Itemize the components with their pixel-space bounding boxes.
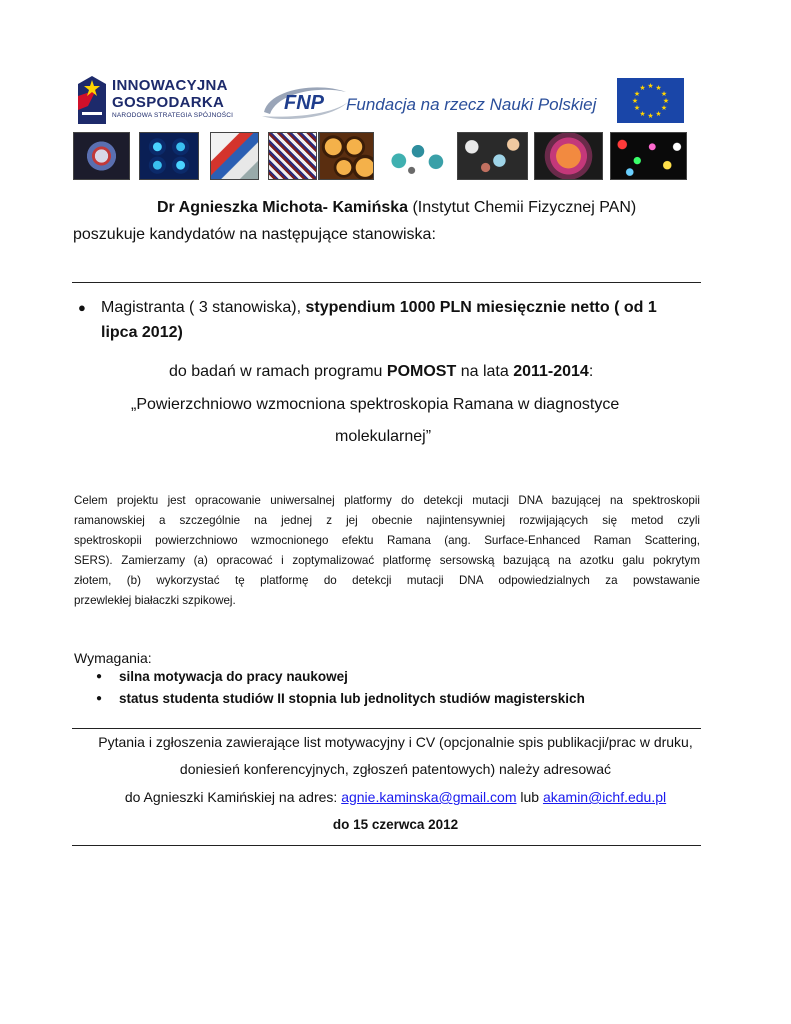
description-line: SERS). Zamierzamy (a) opracować i zoptymalizować platformę sersowską bazującą na azotku galu pokrytym xyxy=(74,554,700,567)
thumb-image-8 xyxy=(457,132,528,180)
requirement-item-1: silna motywacja do pracy naukowej xyxy=(119,669,348,684)
description-line: ramanowskiej a szczególnie na jednej z jej obecnie najintensywniej rozwijających się metod czyli xyxy=(74,514,700,527)
description-line: złotem, (b) wykorzystać tę platformę do detekcji mutacji DNA odpowiedzialnych za powstawanie xyxy=(74,574,700,587)
program-line xyxy=(169,363,593,381)
ig-flag-icon xyxy=(78,76,106,124)
thumb-image-1 xyxy=(73,132,130,180)
project-title-line1: „Powierzchniowo wzmocniona spektroskopia Ramana w diagnostyce xyxy=(131,396,620,413)
position-part1: Magistranta ( 3 stanowiska), xyxy=(101,299,306,316)
svg-text:★: ★ xyxy=(631,97,639,105)
thumb-image-3 xyxy=(210,132,259,180)
program-post: : xyxy=(588,363,594,380)
program-pre: do badań w ramach programu xyxy=(169,363,387,380)
ig-line3: NARODOWA STRATEGIA SPÓJNOŚCI xyxy=(112,112,234,119)
deadline: do 15 czerwca 2012 xyxy=(332,817,459,832)
svg-text:★: ★ xyxy=(647,82,654,90)
project-title-line2: molekularnej” xyxy=(335,428,432,445)
header-line1 xyxy=(157,199,636,217)
image-strip xyxy=(73,132,688,182)
researcher-name: Dr Agnieszka Michota- Kamińska xyxy=(157,199,409,216)
fnp-logo xyxy=(260,82,350,124)
eu-stars-icon xyxy=(617,78,684,123)
thumb-image-10 xyxy=(610,132,687,180)
svg-text:★: ★ xyxy=(660,90,668,98)
requirements-title: Wymagania: xyxy=(74,650,152,666)
contact-line3-pre: do Agnieszki Kamińskiej na adres: xyxy=(124,789,342,805)
requirement-bullet: ● xyxy=(96,693,103,704)
program-mid: na lata xyxy=(456,363,514,380)
description-line: przewlekłej białaczki szpikowej. xyxy=(74,594,236,607)
institute-name: (Instytut Chemii Fizycznej PAN) xyxy=(408,199,637,216)
svg-text:★: ★ xyxy=(660,104,668,112)
position-bullet: ● xyxy=(78,300,86,315)
description-line: Celem projektu jest opracowanie uniwersalnej platformy do detekcji mutacji DNA bazującej na spektroskopii xyxy=(74,494,700,507)
eu-flag xyxy=(617,78,684,123)
program-name: POMOST xyxy=(386,363,457,380)
svg-text:★: ★ xyxy=(662,97,670,105)
fnp-name: Fundacja na rzecz Nauki Polskiej xyxy=(346,95,597,114)
svg-text:★: ★ xyxy=(655,110,662,118)
contact-or: lub xyxy=(516,789,543,805)
contact-line3 xyxy=(0,789,791,805)
thumb-image-4 xyxy=(268,132,317,180)
ig-line1: INNOWACYJNA xyxy=(112,77,228,94)
stipend-text: stypendium 1000 PLN miesięcznie netto ( od 1 xyxy=(305,299,657,316)
divider-bottom xyxy=(72,845,701,846)
position-line1 xyxy=(101,299,657,317)
svg-text:★: ★ xyxy=(639,110,646,118)
svg-text:★: ★ xyxy=(647,112,654,120)
thumb-image-6 xyxy=(319,132,374,180)
contact-line2: doniesień konferencyjnych, zgłoszeń patentowych) należy adresować xyxy=(179,761,612,777)
contact-line1: Pytania i zgłoszenia zawierające list motywacyjny i CV (opcjonalnie spis publikacji/prac w druku, xyxy=(98,734,693,750)
thumb-image-7 xyxy=(386,132,450,180)
header-line2: poszukuje kandydatów na następujące stanowiska: xyxy=(73,226,436,243)
requirement-bullet: ● xyxy=(96,671,103,682)
email-link-gmail[interactable]: agnie.kaminska@gmail.com xyxy=(341,789,517,805)
thumb-image-2 xyxy=(139,132,199,180)
description-line: spektroskopii powierzchniowo wzmocnionego efektu Ramana (ang. Surface-Enhanced Raman Scattering, xyxy=(74,534,700,547)
divider-top xyxy=(72,282,701,283)
ig-line2: GOSPODARKA xyxy=(112,94,225,111)
svg-text:★: ★ xyxy=(655,84,662,92)
project-description xyxy=(74,491,700,611)
program-years: 2011-2014 xyxy=(513,363,589,380)
innowacyjna-gospodarka-logo xyxy=(78,76,253,126)
svg-text:★: ★ xyxy=(639,84,646,92)
svg-text:★: ★ xyxy=(633,104,641,112)
requirement-item-2: status studenta studiów II stopnia lub jednolitych studiów magisterskich xyxy=(119,691,585,706)
email-link-ichf[interactable]: akamin@ichf.edu.pl xyxy=(542,789,667,805)
fnp-abbr: FNP xyxy=(284,92,324,114)
divider-middle xyxy=(72,728,701,729)
svg-text:★: ★ xyxy=(633,90,641,98)
position-line2: lipca 2012) xyxy=(101,324,183,341)
thumb-image-9 xyxy=(534,132,603,180)
